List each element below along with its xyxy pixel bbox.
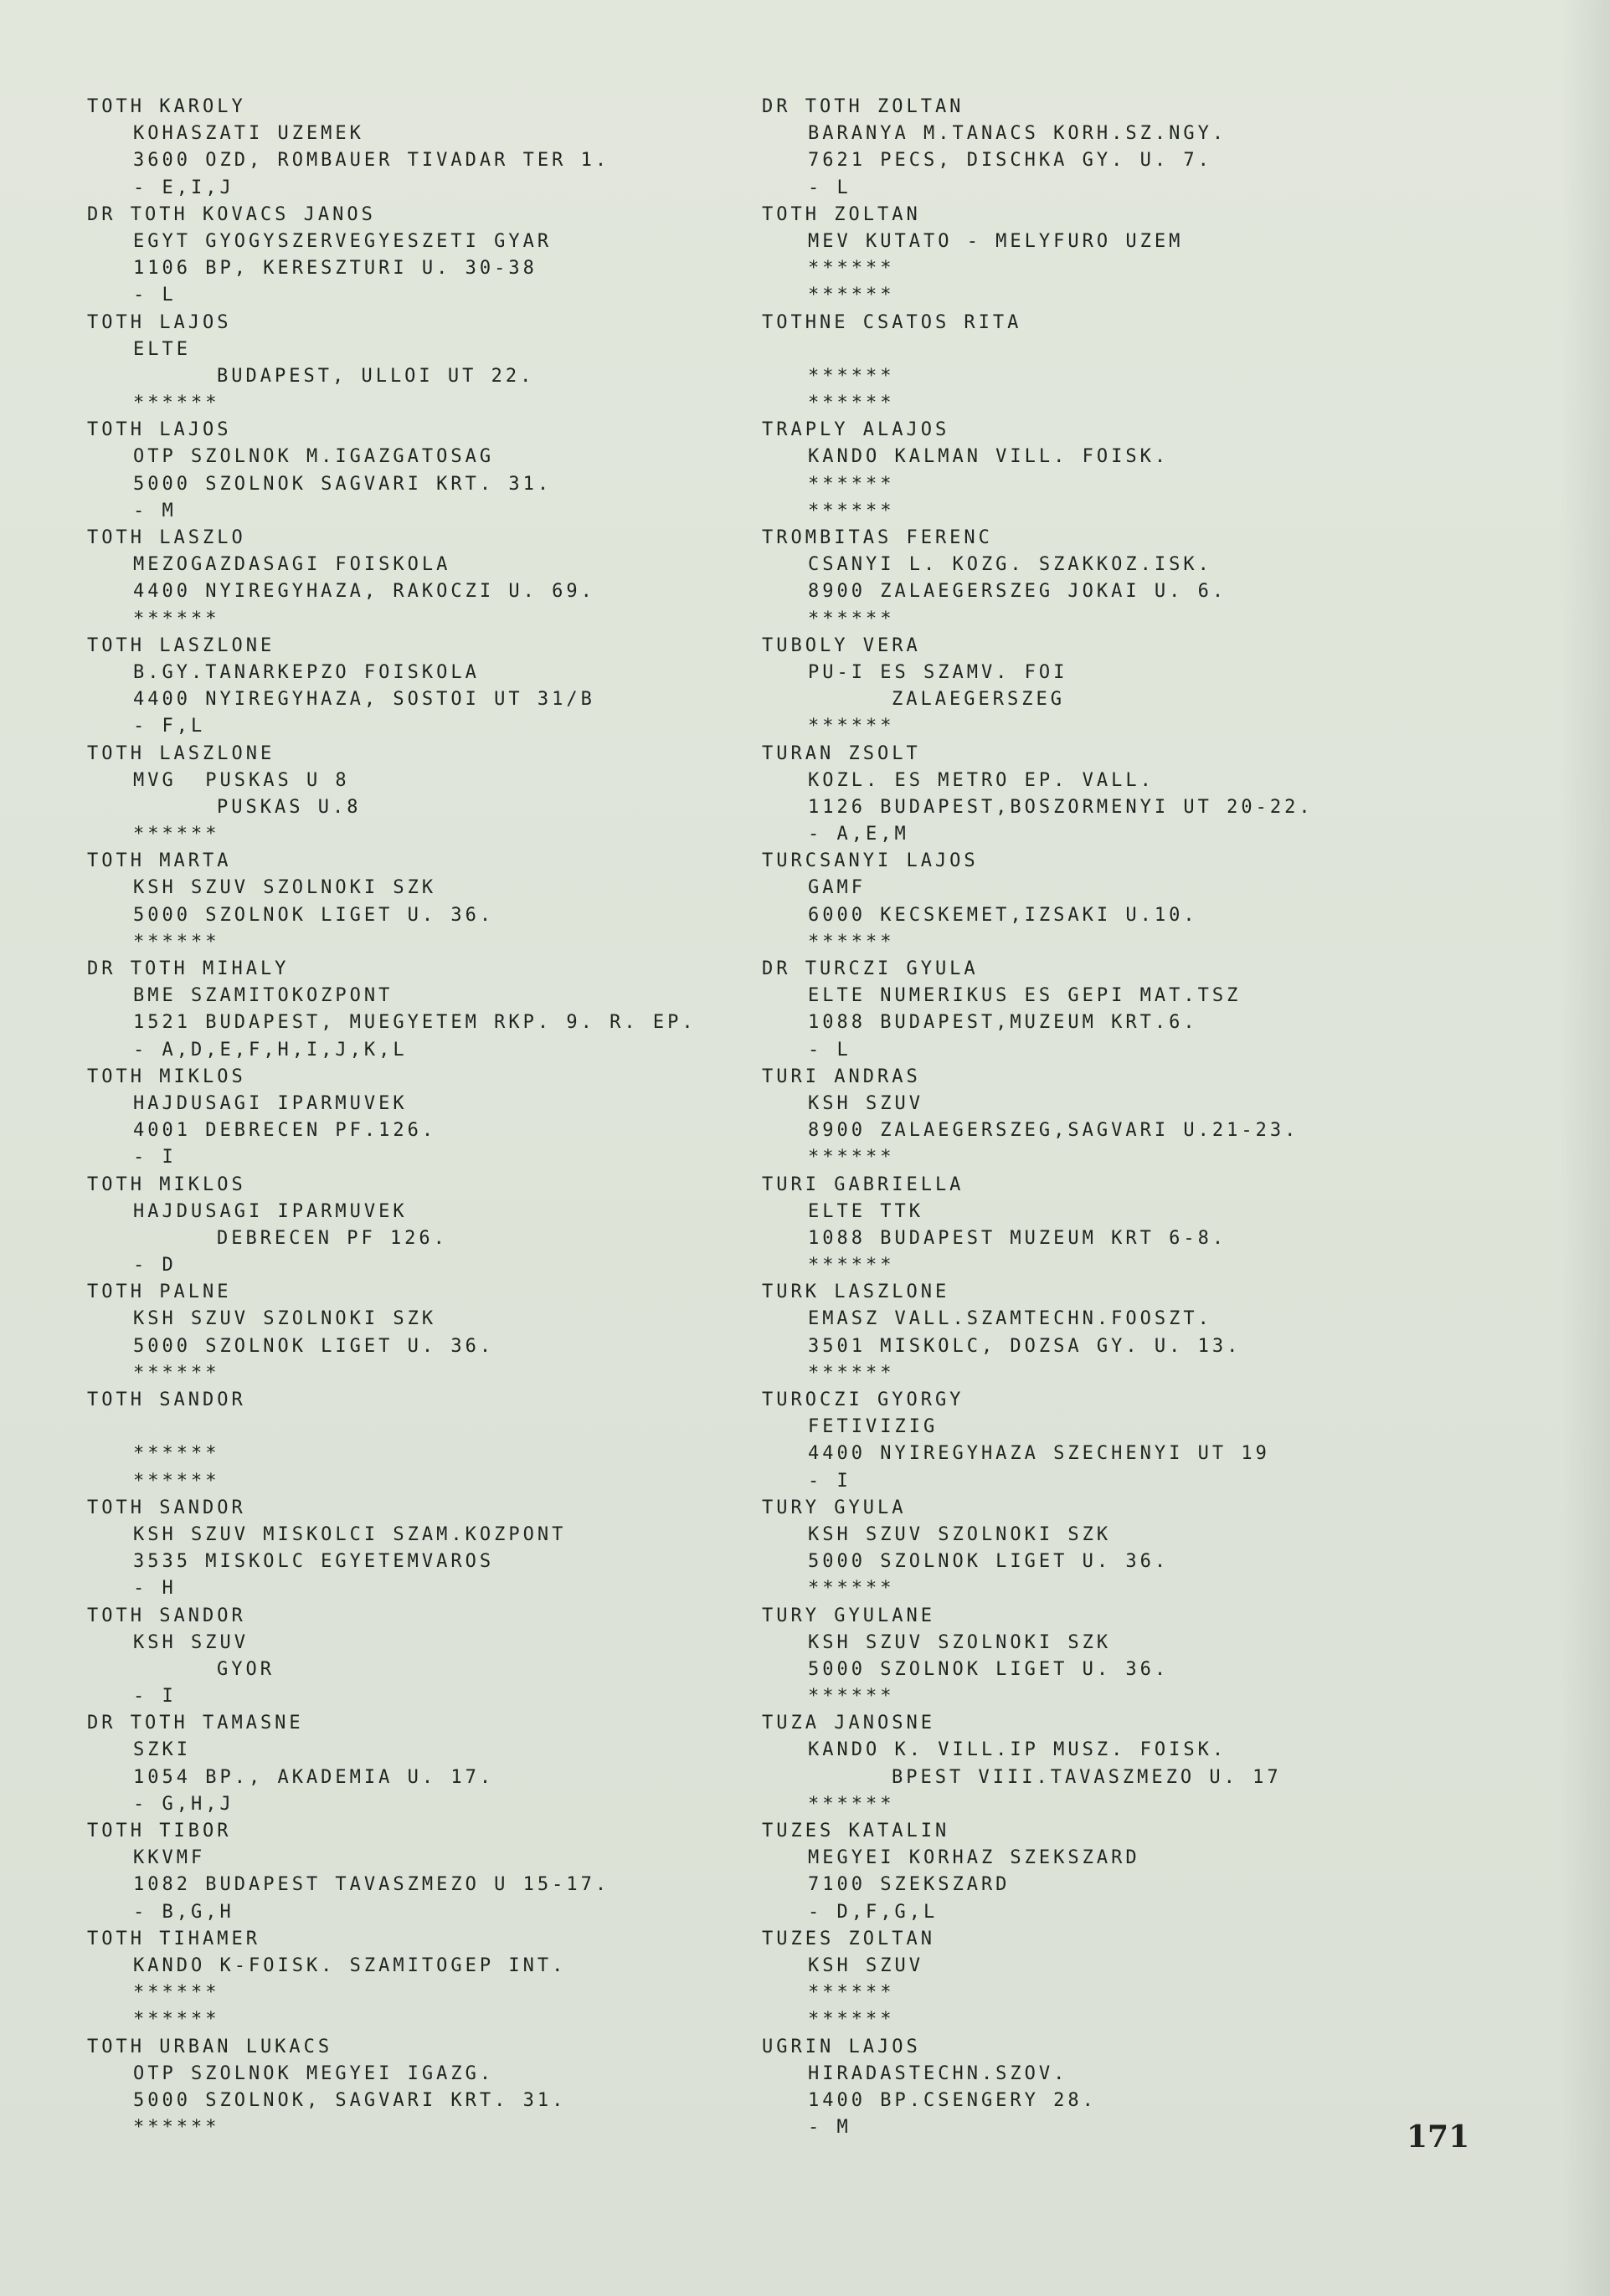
entry-detail-line: 3501 MISKOLC, DOZSA GY. U. 13. [808,1335,1242,1357]
entry-detail-line: ****** [133,2009,220,2031]
entry-detail-line: OTP SZOLNOK M.IGAZGATOSAG [133,446,495,468]
entry-detail-line: ELTE [133,338,191,360]
entry-detail-line: GAMF [808,877,866,899]
entry-detail-line: BPEST VIII.TAVASZMEZO U. 17 [892,1766,1282,1788]
entry-detail-line: ****** [808,2009,895,2031]
entry-detail-line: ****** [808,716,895,737]
entry-detail-line: FETIVIZIG [808,1416,939,1438]
entry-detail-line: ****** [133,1470,220,1492]
entry-detail-line: KSH SZUV SZOLNOKI SZK [808,1523,1112,1545]
entry-detail-line: ****** [808,365,895,387]
entry-name: TOTH SANDOR [87,1605,246,1626]
entry-detail-line: ****** [133,1443,220,1465]
entry-detail-line: ****** [808,500,895,521]
entry-detail-line: CSANYI L. KOZG. SZAKKOZ.ISK. [808,554,1212,576]
entry-name: TOTH KAROLY [87,96,246,117]
page-number: 171 [1407,2119,1470,2155]
entry-detail-line: - L [808,177,851,198]
entry-name: DR TOTH TAMASNE [87,1713,304,1734]
entry-detail-line: ****** [808,285,895,306]
entry-name: TURY GYULA [762,1497,907,1518]
entry-name: TOTH LAJOS [87,311,232,333]
entry-name: TURAN ZSOLT [762,742,921,764]
entry-detail-line: KSH SZUV SZOLNOKI SZK [808,1631,1112,1653]
entry-name [762,336,1499,363]
entry-name: TURY GYULANE [762,1605,935,1626]
entry-detail-line: ****** [808,1982,895,2004]
entry-detail-line: KSH SZUV [808,1954,923,1976]
entry-detail-line: 4001 DEBRECEN PF.126. [133,1120,437,1142]
entry-name: TURI GABRIELLA [762,1174,964,1195]
entry-detail-line: KANDO K-FOISK. SZAMITOGEP INT. [133,1954,567,1976]
entry-detail-line: - L [133,285,177,306]
entry-detail-line: ****** [808,393,895,414]
entry-detail-line: - L [808,1039,851,1061]
entry-detail-line: HAJDUSAGI IPARMUVEK [133,1092,408,1114]
entry-detail-line: HIRADASTECHN.SZOV. [808,2062,1068,2084]
entry-detail-line: - H [133,1578,177,1600]
entry-name: TRAPLY ALAJOS [762,419,950,441]
entry-name: TROMBITAS FERENC [762,527,993,548]
entry-detail-line: 8900 ZALAEGERSZEG,SAGVARI U.21-23. [808,1120,1299,1142]
entry-detail-line: ****** [133,1362,220,1384]
entry-name: TOTHNE CSATOS RITA [762,311,1022,333]
entry-name: DR TOTH ZOLTAN [762,96,964,117]
entry-detail-line: 4400 NYIREGYHAZA SZECHENYI UT 19 [808,1443,1270,1465]
entry-detail-line: ****** [808,1578,895,1600]
entry-name: TURCSANYI LAJOS [762,850,979,872]
entry-detail-line: 1400 BP.CSENGERY 28. [808,2089,1097,2111]
entry-detail-line: 1106 BP, KERESZTURI U. 30-38 [133,258,538,280]
entry-detail-line: 1054 BP., AKADEMIA U. 17. [133,1766,495,1788]
entry-detail-line: KANDO KALMAN VILL. FOISK. [808,446,1170,468]
entry-detail-line: SZKI [133,1739,191,1761]
entry-detail-line: KOHASZATI UZEMEK [133,123,364,145]
entry-detail-line: - M [133,500,177,521]
entry-detail-line: KOZL. ES METRO EP. VALL. [808,769,1155,791]
entry-detail-line: ****** [133,393,220,414]
entry-name: TOTH MIKLOS [87,1066,246,1087]
entry-detail-line: ELTE NUMERIKUS ES GEPI MAT.TSZ [808,985,1242,1007]
entry-name: TUROCZI GYORGY [762,1389,964,1410]
entry-detail-line: ****** [808,1686,895,1708]
entry-name: UGRIN LAJOS [762,2036,921,2057]
entry-detail-line: 1088 BUDAPEST MUZEUM KRT 6-8. [808,1227,1227,1249]
entry-name: TOTH TIHAMER [87,1928,260,1949]
entry-detail-line: ****** [808,1255,895,1276]
entry-detail-line: ****** [808,1147,895,1169]
entry-detail-line: KSH SZUV [133,1631,249,1653]
entry-name: TOTH LAJOS [87,419,232,441]
entry-detail-line: ELTE TTK [808,1200,923,1222]
entry-detail-line: GYOR [217,1658,275,1680]
entry-detail-line: MEZOGAZDASAGI FOISKOLA [133,554,451,576]
entry-detail-line: 7100 SZEKSZARD [808,1874,1011,1896]
entry-detail-line: PU-I ES SZAMV. FOI [808,661,1068,683]
entry-detail-line: - D,F,G,L [808,1901,939,1923]
entry-detail-line: BARANYA M.TANACS KORH.SZ.NGY. [808,123,1227,145]
entry-detail-line: - I [133,1686,177,1708]
entry-detail-line: PUSKAS U.8 [217,796,362,818]
entry-detail-line: - D [133,1255,177,1276]
entry-detail-line: ****** [808,258,895,280]
entry-name: TOTH MARTA [87,850,232,872]
binding-shadow [1560,0,1610,2296]
entry-name: TUBOLY VERA [762,634,921,656]
entry-detail-line: - A,E,M [808,824,909,845]
entry-name: TOTH LASZLONE [87,634,275,656]
entry-detail-line: ****** [808,473,895,495]
entry-detail-line: KSH SZUV SZOLNOKI SZK [133,1308,437,1330]
entry-detail-line: 1521 BUDAPEST, MUEGYETEM RKP. 9. R. EP. [133,1012,697,1034]
right-column [762,94,1499,2141]
entry-detail-line: - M [808,2117,851,2139]
entry-detail-line: ****** [133,1982,220,2004]
entry-detail-line: MVG PUSKAS U 8 [133,769,350,791]
entry-detail-line: ****** [808,608,895,629]
entry-detail-line: 1126 BUDAPEST,BOSZORMENYI UT 20-22. [808,796,1314,818]
entry-detail-line: - I [808,1470,851,1492]
entry-name: TOTH SANDOR [87,1389,246,1410]
entry-detail-line: KSH SZUV MISKOLCI SZAM.KOZPONT [133,1523,567,1545]
entry-name: TOTH ZOLTAN [762,203,921,225]
entry-detail-line: ZALAEGERSZEG [892,689,1065,711]
entry-name: TOTH PALNE [87,1282,232,1303]
entry-detail-line: DEBRECEN PF 126. [217,1227,448,1249]
entry-detail-line: - B,G,H [133,1901,234,1923]
entry-name: TOTH LASZLONE [87,742,275,764]
entry-name: DR TOTH MIHALY [87,958,290,979]
entry-detail-line: EMASZ VALL.SZAMTECHN.FOOSZT. [808,1308,1212,1330]
entry-detail-line: HAJDUSAGI IPARMUVEK [133,1200,408,1222]
entry-detail-line: MEV KUTATO - MELYFURO UZEM [808,230,1184,252]
entry-detail-line: MEGYEI KORHAZ SZEKSZARD [808,1847,1140,1869]
entry-detail-line: 5000 SZOLNOK SAGVARI KRT. 31. [133,473,553,495]
entry-name: TOTH SANDOR [87,1497,246,1518]
entry-detail-line: 3535 MISKOLC EGYETEMVAROS [133,1551,495,1573]
entry-detail-line: 4400 NYIREGYHAZA, SOSTOI UT 31/B [133,689,595,711]
entry-detail-line: KANDO K. VILL.IP MUSZ. FOISK. [808,1739,1227,1761]
entry-name: TURK LASZLONE [762,1282,950,1303]
entry-detail-line: 1088 BUDAPEST,MUZEUM KRT.6. [808,1012,1198,1034]
entry-detail-line: - I [133,1147,177,1169]
entry-detail-line: - E,I,J [133,177,234,198]
entry-detail-line: 5000 SZOLNOK LIGET U. 36. [808,1551,1170,1573]
entry-detail-line: ****** [133,608,220,629]
entry-detail-line: 5000 SZOLNOK LIGET U. 36. [133,1335,495,1357]
entry-name: TUZES ZOLTAN [762,1928,935,1949]
entry-detail-line: EGYT GYOGYSZERVEGYESZETI GYAR [133,230,553,252]
entry-name [87,1414,774,1441]
entry-detail-line: - A,D,E,F,H,I,J,K,L [133,1039,408,1061]
entry-name: TURI ANDRAS [762,1066,921,1087]
entry-detail-line: BME SZAMITOKOZPONT [133,985,393,1007]
entry-detail-line: 5000 SZOLNOK LIGET U. 36. [808,1658,1170,1680]
entry-name: TOTH TIBOR [87,1821,232,1841]
entry-detail-line: ****** [133,824,220,845]
entry-detail-line: ****** [808,1793,895,1815]
entry-detail-line: - F,L [133,716,206,737]
entry-detail-line: 6000 KECSKEMET,IZSAKI U.10. [808,904,1198,926]
entry-detail-line: ****** [133,931,220,953]
entry-detail-line: ****** [808,1362,895,1384]
entry-name: TUZES KATALIN [762,1821,950,1841]
entry-detail-line: 7621 PECS, DISCHKA GY. U. 7. [808,150,1212,172]
entry-detail-line: B.GY.TANARKEPZO FOISKOLA [133,661,480,683]
entry-detail-line: 3600 OZD, ROMBAUER TIVADAR TER 1. [133,150,610,172]
entry-detail-line: KSH SZUV SZOLNOKI SZK [133,877,437,899]
entry-name: DR TOTH KOVACS JANOS [87,203,376,225]
entry-detail-line: BUDAPEST, ULLOI UT 22. [217,365,535,387]
entry-detail-line: OTP SZOLNOK MEGYEI IGAZG. [133,2062,495,2084]
entry-detail-line: ****** [808,931,895,953]
entry-name: TUZA JANOSNE [762,1713,935,1734]
entry-detail-line: ****** [133,2117,220,2139]
entry-name: DR TURCZI GYULA [762,958,979,979]
entry-detail-line: - G,H,J [133,1793,234,1815]
entry-name: TOTH URBAN LUKACS [87,2036,333,2057]
entry-detail-line: 4400 NYIREGYHAZA, RAKOCZI U. 69. [133,581,595,603]
entry-detail-line: 5000 SZOLNOK LIGET U. 36. [133,904,495,926]
entry-detail-line: KSH SZUV [808,1092,923,1114]
entry-detail-line: 5000 SZOLNOK, SAGVARI KRT. 31. [133,2089,567,2111]
entry-name: TOTH MIKLOS [87,1174,246,1195]
entry-detail-line: 8900 ZALAEGERSZEG JOKAI U. 6. [808,581,1227,603]
entry-detail-line: 1082 BUDAPEST TAVASZMEZO U 15-17. [133,1874,610,1896]
left-column [87,94,774,2141]
entry-name: TOTH LASZLO [87,527,246,548]
entry-detail-line: KKVMF [133,1847,206,1869]
